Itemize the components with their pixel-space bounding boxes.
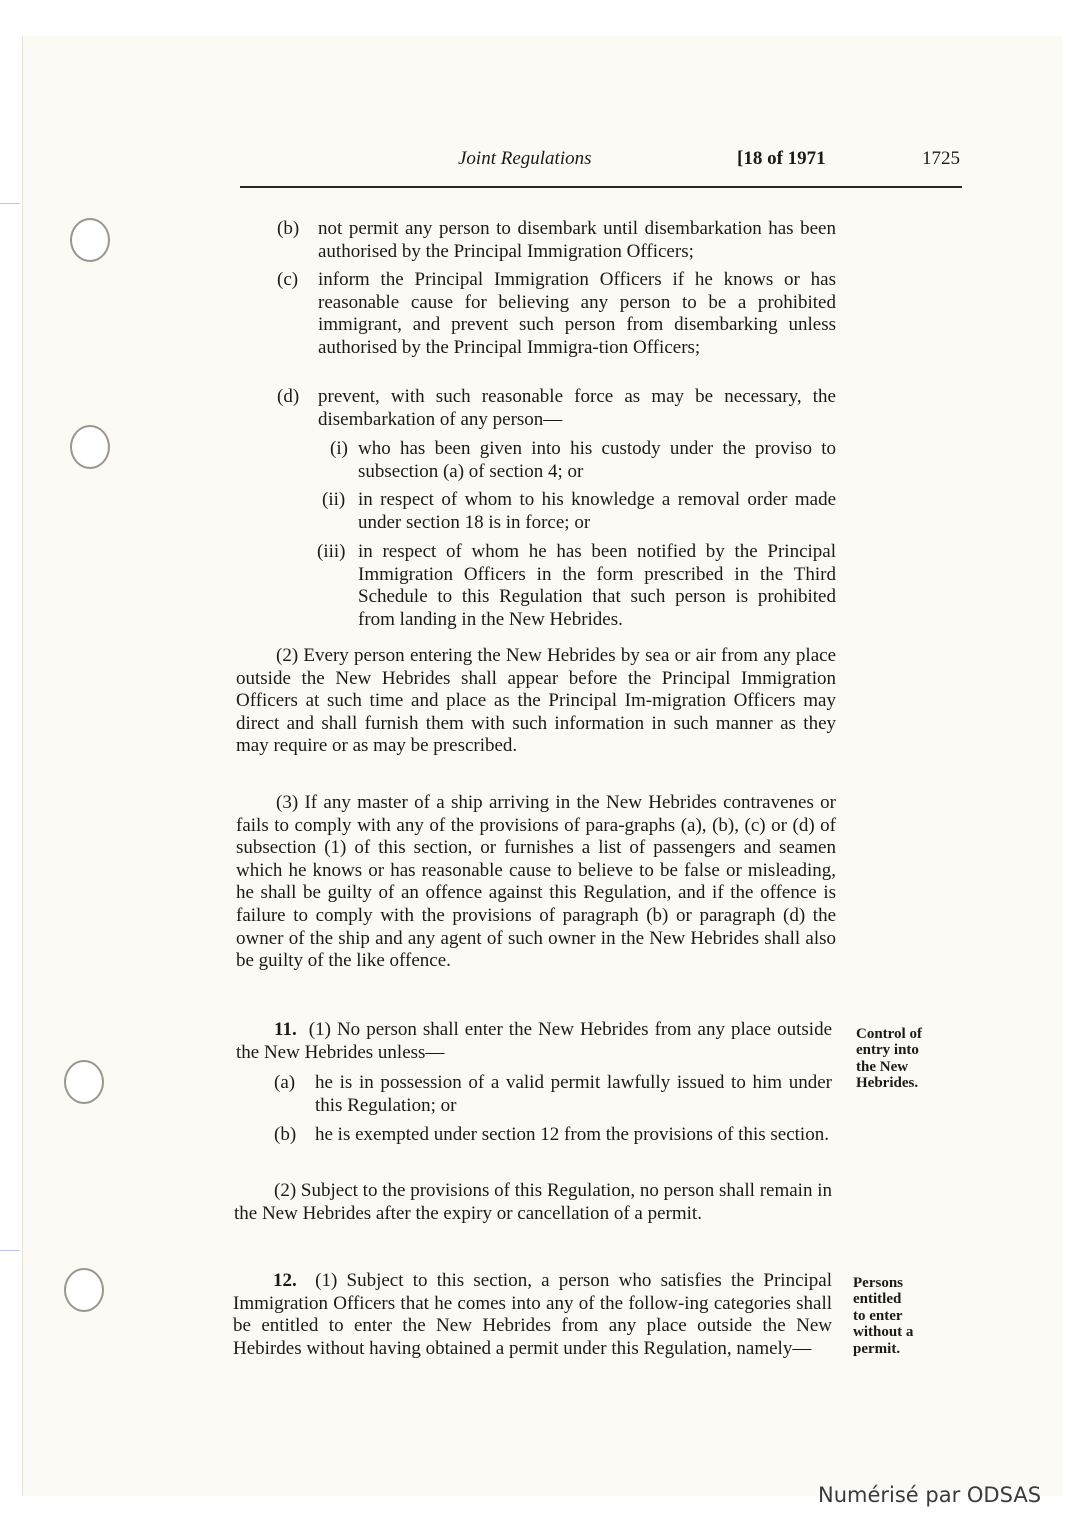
section-number: 11.: [274, 1019, 297, 1040]
margin-note-section-11: Control of entry into the New Hebrides.: [856, 1026, 922, 1092]
item-label: (d): [277, 386, 300, 407]
subitem-iii-text: in respect of whom he has been notified by the Principal Immigration Officers in the form prescribed in the Third Schedule to this Regulation that such person is prohibited from landing in the New Hebrides.: [358, 541, 836, 630]
header-rule: [240, 186, 962, 188]
item-d-text: prevent, with such reasonable force as may be necessary, the disembarkation of any person—: [318, 386, 836, 430]
section-11-paragraph-2: (2) Subject to the provisions of this Regulation, no person shall remain in the New Hebrides after the expiry or cancellation of a permit.: [234, 1180, 832, 1224]
punch-hole: [70, 425, 110, 469]
item-label: (b): [274, 1124, 297, 1145]
section-11-item-a: he is in possession of a valid permit lawfully issued to him under this Regulation; or: [315, 1072, 832, 1116]
paragraph-2: (2) Every person entering the New Hebrides by sea or air from any place outside the New Hebrides shall appear before the Principal Immigration Officers at such time and place as the Principal Im-migration Officers may direct and shall furnish them with such information in such manner as they may require or as may be prescribed.: [236, 645, 836, 757]
digitization-watermark: Numérisé par ODSAS: [818, 1483, 1042, 1507]
item-label: (c): [277, 269, 299, 290]
punch-hole: [70, 218, 110, 262]
section-11-intro: (1) No person shall enter the New Hebrides from any place outside the New Hebrides unless—: [236, 1019, 832, 1063]
paragraph-3: (3) If any master of a ship arriving in the New Hebrides contravenes or fails to comply with any of the provisions of para-graphs (a), (b), (c) or (d) of subsection (1) of this section, or furnishes a list of passengers and seamen which he knows or has reasonable cause to believe to be false or misleading, he shall be guilty of an offence against this Regulation, and if the offence is failure to comply with the provisions of paragraph (b) or paragraph (d) the owner of the ship and any agent of such owner in the New Hebrides shall also be guilty of the like offence.: [236, 792, 836, 972]
page-number: 1725: [922, 148, 960, 169]
edge-mark: [0, 1250, 20, 1251]
subitem-label: (iii): [317, 541, 346, 562]
subitem-ii-text: in respect of whom to his knowledge a removal order made under section 18 is in force; or: [358, 489, 836, 533]
punch-hole: [64, 1060, 104, 1104]
edge-mark: [0, 203, 20, 204]
section-11-intro-block: [236, 1019, 832, 1064]
subitem-label: (ii): [322, 489, 346, 510]
section-number: 12.: [273, 1270, 297, 1291]
item-b-text: not permit any person to disembark until disembarkation has been authorised by the Principal Immigration Officers;: [318, 218, 836, 262]
section-12-intro-block: [233, 1270, 832, 1360]
section-12-intro: (1) Subject to this section, a person who satisfies the Principal Immigration Officers that he comes into any of the follow-ing categories shall be entitled to enter the New Hebrides from any place outside the New Hebirdes without having obtained a permit under this Regulation, namely—: [233, 1270, 833, 1359]
running-title: Joint Regulations: [458, 148, 592, 169]
subitem-i-text: who has been given into his custody under the proviso to subsection (a) of section 4; or: [358, 438, 836, 482]
section-11-item-b: he is exempted under section 12 from the provisions of this section.: [315, 1124, 829, 1145]
item-label: (b): [277, 218, 300, 239]
margin-note-section-12: Persons entitled to enter without a permit.: [853, 1275, 914, 1357]
punch-hole: [64, 1268, 104, 1312]
subitem-label: (i): [330, 438, 348, 459]
item-label: (a): [274, 1072, 296, 1093]
item-c-text: inform the Principal Immigration Officers if he knows or has reasonable cause for believing any person to be a prohibited immigrant, and prevent such person from disembarking unless authorised by the Principal Immigra-tion Officers;: [318, 269, 836, 358]
act-reference: [18 of 1971: [737, 148, 826, 169]
